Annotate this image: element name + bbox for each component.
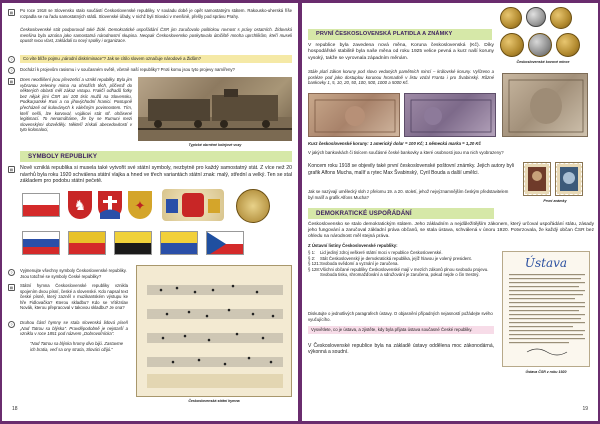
question-icon: ? xyxy=(8,321,15,328)
constitution-document xyxy=(502,251,590,367)
democracy-text: Československo se stalo demokratickým státem. Jeho základním a nejdůležitějším zákonem, který určoval uspořádání státu, zásady jeho fungování a zaručoval základní práva občanů, se stala ústava, schválená v únoru 1920. Potvrzovala, že každý občan ČSR bez ohledu na národnost měl stejná práva. xyxy=(308,222,594,240)
heading-currency: PRVNÍ ČESKOSLOVENSKÁ PLATIDLA A ZNÁMKY xyxy=(308,29,492,40)
jewish-note: Československé stát podporovali také Židé. Demokratické uspořádání ČSR jim zaručovalo politickou rovnost s právy ostatních. Židovská menšina byla uznána jako samostatná národnostní skupina. Neopak Československo poskytovalo útočiště mnoha uprchlíkům, kteří museli opustit svou vlast, zakládali tu nový spolky i organizace. xyxy=(20,27,292,44)
page-number-right: 19 xyxy=(582,406,588,413)
moravian-eagle-crest xyxy=(128,191,152,219)
discussion-prompt: Diskutujte o jednotlivých paragrafech ústavy. O objasnění případných nejasností požádejte svého vyučujícího. xyxy=(308,311,493,322)
question-icon: ? xyxy=(8,269,15,276)
book-icon: ▤ xyxy=(9,168,14,172)
czechoslovak-flag xyxy=(206,231,244,255)
symbols-question: Vyjmenujte všechny symboly Československé republiky. Jsou totožné se symboly České republiky? xyxy=(20,268,127,279)
train-caption: Typické obrněné kolejové vozy xyxy=(188,143,242,147)
currency-question: V jakých bankovkách či tisícem součásné české bankovky a které osobnosti jsou ma nich vyobrazeny? xyxy=(308,150,504,155)
banknote-3 xyxy=(502,73,588,137)
bohemian-flag xyxy=(22,193,60,217)
book-icon: ▤ xyxy=(9,11,14,15)
question-icon: ? xyxy=(8,67,15,74)
constitution-question: Vysvětlete, co je ústava, a zjistěte, kdy byla přijata ústava současné České republiky. xyxy=(308,326,494,334)
separation-of-powers-text: V Československé republice byla na základě ústavy oddělena moc zákonodárná, výkonná a soudní. xyxy=(308,343,494,356)
state-seal xyxy=(236,189,270,223)
anthem-text: Státní hymna Československé republiky vznikla spojením dvou písní, české a slovenské. Kdo napsal text české písně, který zazněl v muzikantském výstupu ke hře Fidlovačka? Kterou skladbu? Kdo se Vítězslav Novák, kterou přepracoval v takovou skladbu? Je ona? xyxy=(20,283,128,311)
armored-train-photo xyxy=(138,77,292,141)
coin-5 xyxy=(528,33,552,57)
coin-6 xyxy=(556,33,580,57)
coin-1 xyxy=(500,7,522,29)
constitution-articles xyxy=(308,250,494,306)
document-caption: Ústava ČSR z roku 1920 xyxy=(525,370,567,374)
exchange-rate: Kurz československé koruny: 1 americký dolar = 100 Kč; 1 německá marka = 1,20 Kč xyxy=(308,141,481,146)
coin-2 xyxy=(526,7,546,27)
left-page xyxy=(2,3,298,421)
article-row: § 128: Všichni občané republiky Československé mají v mezích zákonů plnou svobodu projevu. Svoboda tisku, shromažďování a sdružování je zaručena, pokud nejde o čin trestný. xyxy=(308,266,489,278)
right-page xyxy=(302,3,598,421)
stamps-question: Jak se nazývají umělecký sloh z přelomu 19. a 20. století, jehož nejvýznamnějším českým představitelem byl malíř a grafik Alfons Mucha? xyxy=(308,189,509,200)
anthem-score-image xyxy=(136,265,292,397)
subcarpathian-flag xyxy=(160,231,198,255)
article-row: § 2: Stát Československý je demokratická republika, jejíž hlavou je volený president. xyxy=(308,255,472,261)
intro-paragraph: Po roce 1918 se Slovensko stalo součástí Československé republiky. V souladu době je opět samostatným státem. Rakousko-uherská říše rozpadla se na řadu samostatných států. Slovenské úřady, v nichž byli Slováci v menšině, přešly pod správu Prahy. xyxy=(20,8,292,19)
stamps-text: Koncem roku 1918 se objevily také první československé poštovní známky. Jejich autory byli grafik Alfons Mucha, malíř a rytec Max Švabinský, Cyril Bouda a další umělci. xyxy=(308,163,514,176)
constitution-title: Z Ústavní listiny Československé republiky: xyxy=(308,243,398,248)
banknote-2 xyxy=(404,93,496,137)
article-row: § 1: Lid jediný zdroj veškeré státní moci v republice Československé. xyxy=(308,250,443,255)
heading-symbols: SYMBOLY REPUBLIKY xyxy=(20,151,292,162)
currency-text: V republice byla zavedena nová měna, Koruna československá (Kč). Díky hospodářské stabilitě byla naše měna od roku 1925 velice pevná a kurz naší koruny vysoký, takže se vyrovnala západním měnám. xyxy=(308,43,494,61)
svg-text:♞: ♞ xyxy=(73,198,87,214)
banknote-1 xyxy=(308,93,400,137)
svg-text:✦: ✦ xyxy=(134,199,146,214)
stamp-caption: První známky xyxy=(543,199,567,203)
question-discrimination: Co víte blíže pojmu „národní diskriminace"? Jak se cítilo slovem označuje národové a Židům? xyxy=(20,55,292,63)
state-coat-of-arms xyxy=(162,189,224,221)
anthem-italic: Druhou částí hymny se stala slovenská lidová píseň „Nad Tatrou sa blýska". Pravděpodobně je nejstarší a vznikla v roce 1851 pod názvem „Dobrovoľnícka". xyxy=(20,320,128,337)
stamp-1 xyxy=(524,163,550,195)
coins-caption: Československé kovové mince xyxy=(516,60,570,64)
anthem-poem: "Nad Tatrou sa blýska hromy divo bijú. Zastavme ich bratia, veď sa ony stratia, Slováci ožijú." xyxy=(30,341,124,352)
legion-text: Dnes neodlišení jsou převzetící a vznikl republiky. Byla jim vybranou zeleniny mima na ohrožích těch, přičemž do některých oblastí měl zákaz vstupu. Frakčí odhadů fotky bez nějak jimi ČSR asi 100 tisíc mužů na Slovensku, Podkarpatské Rusi a na jihovýchodní hranici. Postupně přecházeli od kuloványch k válečným povinnostem. Tím, kteří nešli, lze kotvoval, vojákovi stát stř. ohlásené legitimací. To nenamáháme, že by se Rumuni mezi slovenskými dozvěděly. Někteří získali abecedovitostí v tyto kolonaloci, xyxy=(20,77,132,133)
document-title: Ústava xyxy=(524,256,568,270)
question-icon: ? xyxy=(8,56,15,63)
slovak-cross-crest xyxy=(98,191,122,219)
page-number-left: 18 xyxy=(12,406,18,413)
book-icon: ▤ xyxy=(9,80,14,84)
book-icon: ▤ xyxy=(9,286,14,290)
silesian-flag xyxy=(114,231,152,255)
stamp-2 xyxy=(556,163,582,195)
article-row: § 121: Svoboda svědomí a vyznání je zaručena. xyxy=(308,261,399,267)
anthem-caption: Československá státní hymna xyxy=(188,399,240,403)
heading-democracy: DEMOKRATICKÉ USPOŘÁDÁNÍ xyxy=(308,208,494,219)
moravian-flag xyxy=(68,231,106,255)
coin-4 xyxy=(500,33,524,57)
slovak-flag xyxy=(22,231,60,255)
bohemian-lion-crest xyxy=(68,191,92,219)
question-racism: Dochází k projevům rasismu i v současném světě, včetně naší republiky? Proti komu jsou tyto projevy namířeny? xyxy=(20,67,235,72)
currency-notes: Stále platí zákon koruny pod slovo vedaných pamětních mincí – královské koruny. Vyřízeno a posléze pod jako dostuplou korunou hromadně v listu vzdal Franta i pro Švabinský. Různé bankovky 1, 5, 10, 20, 50, 100, 500, 1000 a 5000 Kč. xyxy=(308,69,494,86)
symbols-text: Nově vzniklá republika si musela také vytvořit své státní symboly, nezbytně pro každý samostatný stát. Z více než 20 návrhů byla roku 1920 schválena státní vlajka a hned ve třech variantách státní znak: malý, střední a velký. Ten se stal základem pro podobu státní pečetě. xyxy=(20,165,292,185)
coin-3 xyxy=(550,7,572,29)
